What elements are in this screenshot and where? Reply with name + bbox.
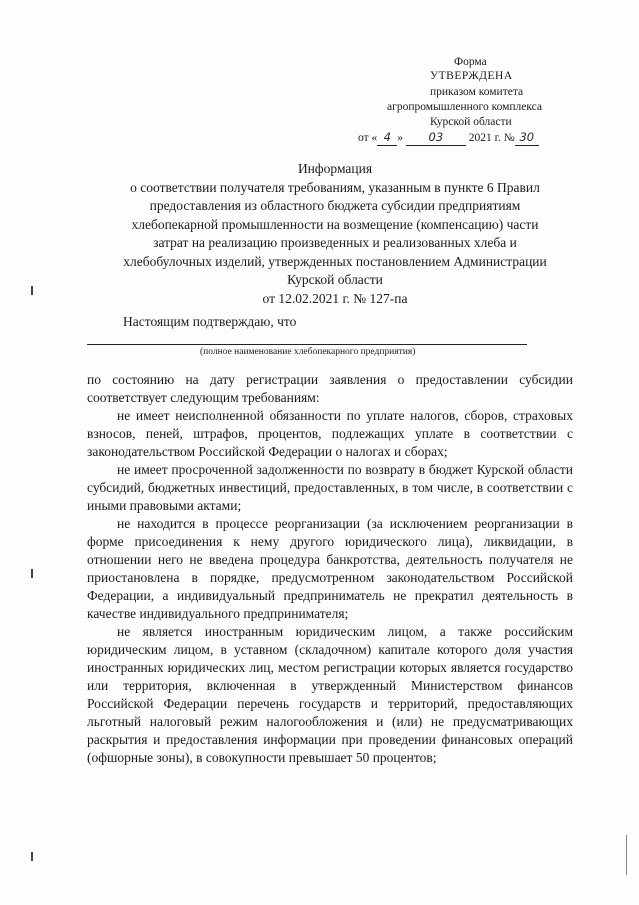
date-day-handwritten: 4 xyxy=(377,130,397,146)
requirement-item-debt: не имеет просроченной задолженности по возврату в бюджет Курской области субсидий, бюджетных инвестиций, предоставленных, в том числе, в соответствии с иными правовыми актами; xyxy=(87,462,573,513)
date-prefix: от « xyxy=(358,132,378,144)
right-edge-mark xyxy=(626,835,627,875)
enterprise-name-caption: (полное наименование хлебопекарного предприятия) xyxy=(200,347,416,357)
approval-region-line: Курской области xyxy=(430,116,512,128)
title-line-5: затрат на реализацию произведенных и реализованных хлеба и xyxy=(153,235,517,250)
order-number-handwritten: 30 xyxy=(515,130,539,146)
enterprise-name-field-line xyxy=(87,344,527,345)
date-month-handwritten: 03 xyxy=(406,130,466,146)
approval-date-line xyxy=(358,130,539,146)
requirements-intro: по состоянию на дату регистрации заявления о предоставлении субсидии соответствует следующим требованиям: xyxy=(87,372,573,405)
title-line-3: предоставления из областного бюджета субсидии предприятиям xyxy=(149,198,521,213)
approval-committee-line: агропромышленного комплекса xyxy=(387,101,543,113)
requirements-body xyxy=(87,371,573,767)
requirement-item-reorganization: не находится в процессе реорганизации (за исключением реорганизации в форме присоединения к нему другого юридического лица), ликвидации, в отношении него не введена процедура банкротства, деятельность получателя не приостановлена в порядке, предусмотренном законодательством Российской Федерации, а индивидуальный предприниматель не прекратил деятельность в качестве индивидуального предпринимателя; xyxy=(87,516,573,621)
approval-approved-label: УТВЕРЖДЕНА xyxy=(430,70,513,82)
title-heading: Информация xyxy=(297,161,373,176)
approval-order-line: приказом комитета xyxy=(430,86,524,98)
title-line-8: от 12.02.2021 г. № 127-па xyxy=(262,290,408,306)
margin-mark-bottom xyxy=(31,852,33,861)
title-line-4: хлебопекарной промышленности на возмещение (компенсацию) части xyxy=(131,216,539,232)
margin-mark-top xyxy=(31,286,33,295)
title-line-2: о соответствии получателя требованиям, указанным в пункте 6 Правил xyxy=(130,179,540,195)
date-mid: » xyxy=(397,132,403,144)
date-year-number-label: 2021 г. № xyxy=(468,132,515,144)
title-line-7: Курской области xyxy=(287,272,383,287)
requirement-item-foreign-entity: не является иностранным юридическим лицом, а также российским юридическим лицом, в уставном (складочном) капитале которого доля участия иностранных юридических лиц, местом регистрации которых является государство или территория, включенная в утвержденный Министерством финансов Российской Федерации перечень государств и территорий, предоставляющих льготный налоговый режим налогообложения и (или) не предусматривающих раскрытия и предоставления информации при проведении финансовых операций (офшорные зоны), в совокупности превышает 50 процентов; xyxy=(87,624,573,765)
margin-mark-middle xyxy=(31,569,33,578)
document-title xyxy=(70,160,600,308)
approval-form-label: Форма xyxy=(454,56,487,68)
confirmation-text: Настоящим подтверждаю, что xyxy=(123,314,297,329)
title-line-6: хлебобулочных изделий, утвержденных постановлением Администрации xyxy=(123,253,547,269)
requirement-item-taxes: не имеет неисполненной обязанности по уплате налогов, сборов, страховых взносов, пеней, штрафов, процентов, подлежащих уплате в соответствии с законодательством Российской Федерации о налогах и сборах; xyxy=(87,408,573,459)
